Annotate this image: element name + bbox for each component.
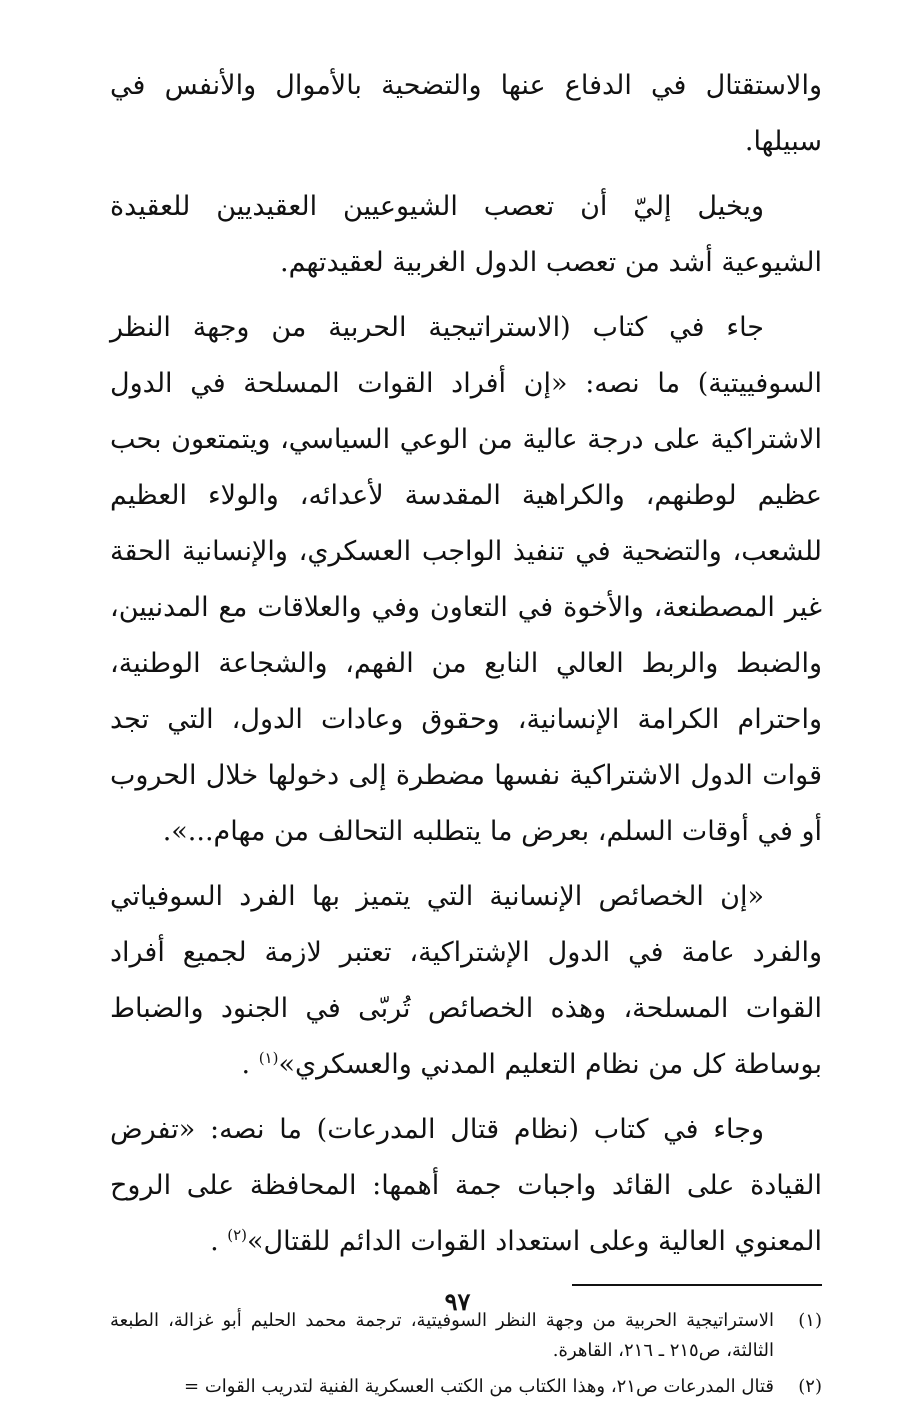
paragraph-1 bbox=[110, 58, 822, 170]
paragraph-3 bbox=[110, 300, 822, 860]
body-text bbox=[110, 58, 822, 1270]
paragraph-1-text: والاستقتال في الدفاع عنها والتضحية بالأموال والأنفس في سبيلها. bbox=[110, 70, 822, 157]
paragraph-5-end: . bbox=[210, 1226, 228, 1257]
paragraph-2 bbox=[110, 179, 822, 291]
paragraph-5-text: وجاء في كتاب (نظام قتال المدرعات) ما نصه: «تفرض القيادة على القائد واجبات جمة أهمها: المحافظة على الروح المعنوي العالية وعلى استعداد القوات الدائم للقتال» bbox=[110, 1114, 822, 1257]
footnote-1-number: (١) bbox=[798, 1310, 822, 1331]
paragraph-4-text: «إن الخصائص الإنسانية التي يتميز بها الفرد السوفياتي والفرد عامة في الدول الإشتراكية، تعتبر لازمة لجميع أفراد القوات المسلحة، وهذه الخصائص تُربّى في الجنود والضباط بوساطة كل من نظام التعليم المدني والعسكري» bbox=[110, 881, 822, 1080]
footnote-2 bbox=[110, 1372, 822, 1402]
page-number: ٩٧ bbox=[444, 1287, 471, 1316]
footnote-1-text: الاستراتيجية الحربية من وجهة النظر السوفيتية، ترجمة محمد الحليم أبو غزالة، الطبعة الثالثة، ص٢١٥ ـ ٢١٦، القاهرة. bbox=[110, 1310, 774, 1361]
footnote-divider bbox=[572, 1284, 822, 1286]
paragraph-3-text: جاء في كتاب (الاستراتيجية الحربية من وجهة النظر السوفييتية) ما نصه: «إن أفراد القوات المسلحة في الدول الاشتراكية على درجة عالية من الوعي السياسي، ويتمتعون بحب عظيم لوطنهم، والكراهية المقدسة لأعدائه، والولاء العظيم للشعب، والتضحية في تنفيذ الواجب العسكري، والإنسانية الحقة غير المصطنعة، والأخوة في التعاون وفي والعلاقات مع المدنيين، والضبط والربط العالي النابع من الفهم، والشجاعة الوطنية، واحترام الكرامة الإنسانية، وحقوق وعادات الدول، التي تجد قوات الدول الاشتراكية نفسها مضطرة إلى دخولها خلال الحروب أو في أوقات السلم، بعرض ما يتطلبه التحالف من مهام...». bbox=[110, 312, 822, 847]
page-content bbox=[110, 58, 822, 1408]
paragraph-2-text: ويخيل إليّ أن تعصب الشيوعيين العقيديين للعقيدة الشيوعية أشد من تعصب الدول الغربية لعقيدتهم. bbox=[110, 191, 822, 278]
paragraph-4 bbox=[110, 869, 822, 1093]
footnotes bbox=[110, 1306, 822, 1402]
footnote-2-number: (٢) bbox=[798, 1376, 822, 1397]
footnote-ref-2[interactable]: (٢) bbox=[227, 1226, 248, 1244]
paragraph-5 bbox=[110, 1102, 822, 1270]
paragraph-4-end: . bbox=[241, 1049, 259, 1080]
footnote-2-text: قتال المدرعات ص٢١، وهذا الكتاب من الكتب العسكرية الفنية لتدريب القوات = bbox=[184, 1376, 774, 1397]
footnote-ref-1[interactable]: (١) bbox=[258, 1049, 279, 1067]
